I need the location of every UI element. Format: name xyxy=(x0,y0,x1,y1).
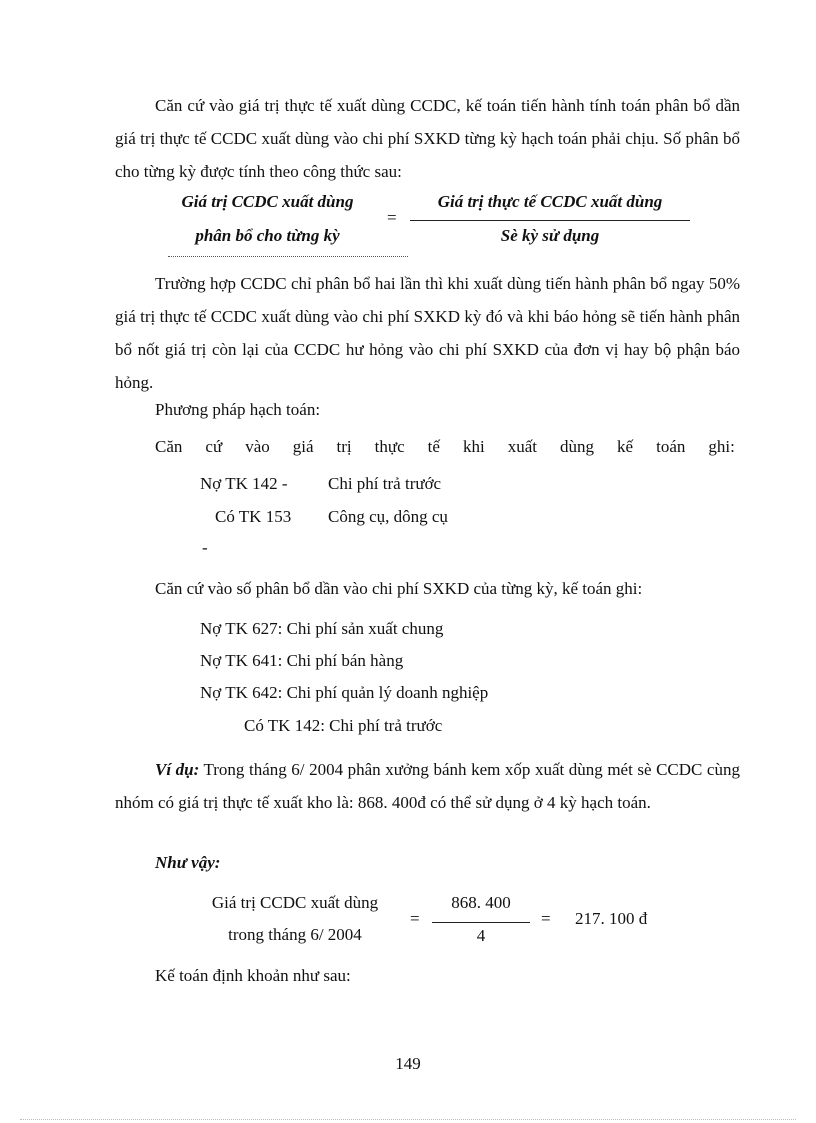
formula1-left-line1: Giá trị CCDC xuất dùng xyxy=(181,192,354,211)
example-body: Trong tháng 6/ 2004 phân xưởng bánh kem xốp xuất dùng mét sè CCDC cùng nhóm có giá trị thực tế xuất kho là: 868. 400đ có thể sử dụng ở 4 kỳ hạch toán. xyxy=(115,760,740,812)
page-bottom-rule xyxy=(20,1119,796,1120)
intro-paragraph xyxy=(115,89,740,188)
entry-641: Nợ TK 641: Chi phí bán hàng xyxy=(200,651,404,670)
formula2-equals2: = xyxy=(541,909,551,928)
entry-142-credit: Có TK 142: Chi phí trả trước xyxy=(244,716,443,735)
dash-mark: - xyxy=(202,538,208,557)
entry-debit-desc: Chi phí trả trước xyxy=(328,474,442,493)
word: trị xyxy=(336,437,352,456)
word: xuất xyxy=(507,437,537,456)
intro-text: Căn cứ vào giá trị thực tế xuất dùng CCDC, kế toán tiến hành tính toán phân bổ dần giá trị thực tế CCDC xuất dùng vào chi phí SXKD từng kỳ hạch toán phải chịu. Số phân bổ cho từng kỳ được tính theo công thức sau: xyxy=(115,96,740,181)
word: tế xyxy=(427,437,440,456)
two-time-allocation-paragraph xyxy=(115,267,740,399)
spread-line xyxy=(155,437,735,457)
word: toán xyxy=(656,437,686,456)
formula2-left-line1: Giá trị CCDC xuất dùng xyxy=(211,893,379,912)
formula2-equals1: = xyxy=(410,909,420,928)
word: ghi: xyxy=(708,437,735,456)
formula1-denominator: Sè kỳ sử dụng xyxy=(500,226,600,245)
page-number: 149 xyxy=(395,1054,421,1073)
two-time-allocation-text: Trường hợp CCDC chỉ phân bổ hai lần thì khi xuất dùng tiến hành phân bổ ngay 50% giá trị thực tế CCDC xuất dùng vào chi phí SXKD kỳ đó và khi báo hỏng sẽ tiến hành phân bổ nốt giá trị còn lại của CCDC hư hỏng vào chi phí SXKD của đơn vị hay bộ phận báo hỏng. xyxy=(115,274,740,392)
method-title: Phương pháp hạch toán: xyxy=(155,400,321,419)
word: giá xyxy=(292,437,314,456)
formula2-numerator: 868. 400 xyxy=(451,893,511,912)
entry-credit-account: Có TK 153 xyxy=(215,507,292,526)
entry-642: Nợ TK 642: Chi phí quản lý doanh nghiệp xyxy=(200,683,489,702)
formula1-fraction-bar xyxy=(410,220,690,221)
word: kế xyxy=(617,437,634,456)
word: dùng xyxy=(560,437,595,456)
formula1-numerator: Giá trị thực tế CCDC xuất dùng xyxy=(437,192,663,211)
formula2-result: 217. 100 đ xyxy=(575,909,648,928)
formula2-fraction-bar xyxy=(432,922,530,923)
word: cứ xyxy=(205,437,223,456)
formula1-dotted-rule xyxy=(168,256,408,257)
word: vào xyxy=(245,437,270,456)
word: Căn xyxy=(155,437,183,456)
formula1-left-line2: phân bổ cho từng kỳ xyxy=(195,226,340,245)
example-text xyxy=(115,753,740,819)
allocation-entry-intro: Căn cứ vào số phân bổ dần vào chi phí SXKD của từng kỳ, kế toán ghi: xyxy=(155,579,643,598)
formula2-left-line2: trong tháng 6/ 2004 xyxy=(228,925,362,944)
word: thực xyxy=(374,437,405,456)
formula1-equals: = xyxy=(387,208,397,227)
example-paragraph xyxy=(115,753,740,819)
nhu-vay-label: Như vậy: xyxy=(155,853,221,872)
example-label: Ví dụ: xyxy=(155,760,200,779)
entry-credit-desc: Công cụ, dông cụ xyxy=(328,507,448,526)
entry-627: Nợ TK 627: Chi phí sản xuất chung xyxy=(200,619,444,638)
entry-debit-account: Nợ TK 142 - xyxy=(200,474,288,493)
word: khi xyxy=(462,437,485,456)
closing-line: Kế toán định khoản như sau: xyxy=(155,966,351,985)
formula2-denominator: 4 xyxy=(476,926,486,945)
